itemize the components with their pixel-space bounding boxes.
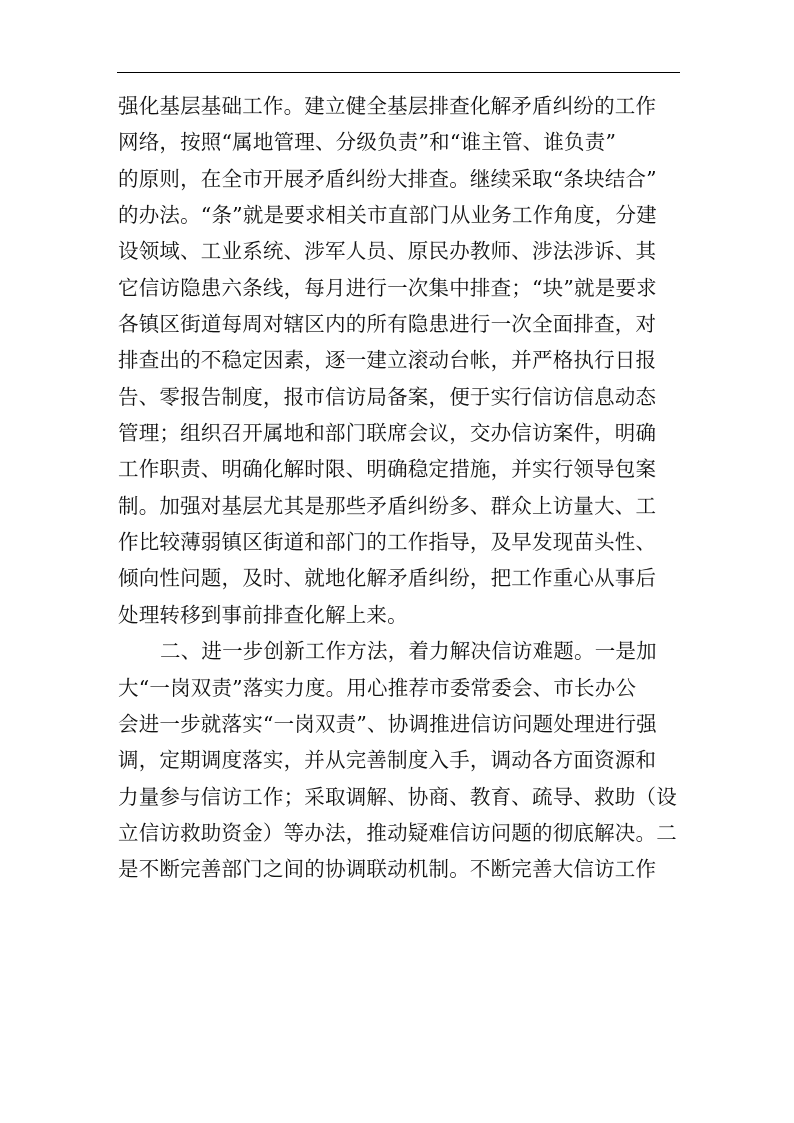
text-line: 是不断完善部门之间的协调联动机制。不断完善大信访工作 (118, 857, 657, 882)
text-line: 倾向性问题，及时、就地化解矛盾纠纷，把工作重心从事后 (118, 566, 657, 591)
section-heading-line: 二、进一步创新工作方法，着力解决信访难题。一是加 (160, 639, 657, 664)
text-line: 设领域、工业系统、涉军人员、原民办教师、涉法涉诉、其 (118, 239, 657, 264)
body-text (118, 88, 688, 888)
text-line: 力量参与信访工作；采取调解、协商、教育、疏导、救助（设 (118, 784, 677, 809)
text-line: 会进一步就落实“一岗双责”、协调推进信访问题处理进行强 (118, 711, 657, 736)
text-line: 管理；组织召开属地和部门联席会议，交办信访案件，明确 (118, 421, 657, 446)
text-line: 强化基层基础工作。建立健全基层排查化解矛盾纠纷的工作 (118, 94, 657, 118)
text-line: 的办法。“条”就是要求相关市直部门从业务工作角度，分建 (118, 203, 657, 228)
header-rule (117, 72, 680, 73)
text-line: 各镇区街道每周对辖区内的所有隐患进行一次全面排查，对 (118, 312, 657, 337)
text-line: 调，定期调度落实，并从完善制度入手，调动各方面资源和 (118, 748, 657, 773)
text-line: 的原则，在全市开展矛盾纠纷大排查。继续采取“条块结合” (118, 166, 657, 191)
text-line: 立信访救助资金）等办法，推动疑难信访问题的彻底解决。二 (118, 820, 677, 845)
text-line: 排查出的不稳定因素，逐一建立滚动台帐，并严格执行日报 (118, 348, 657, 373)
text-line: 网络，按照“属地管理、分级负责”和“谁主管、谁负责” (118, 130, 617, 155)
text-line: 处理转移到事前排查化解上来。 (118, 602, 408, 627)
text-line: 制。加强对基层尤其是那些矛盾纠纷多、群众上访量大、工 (118, 493, 657, 518)
text-line: 工作职责、明确化解时限、明确稳定措施，并实行领导包案 (118, 457, 657, 482)
text-line: 告、零报告制度，报市信访局备案，便于实行信访信息动态 (118, 384, 657, 409)
text-line: 它信访隐患六条线，每月进行一次集中排查；“块”就是要求 (118, 275, 657, 300)
text-line: 作比较薄弱镇区街道和部门的工作指导，及早发现苗头性、 (118, 530, 657, 555)
text-line: 大“一岗双责”落实力度。用心推荐市委常委会、市长办公 (118, 675, 637, 700)
